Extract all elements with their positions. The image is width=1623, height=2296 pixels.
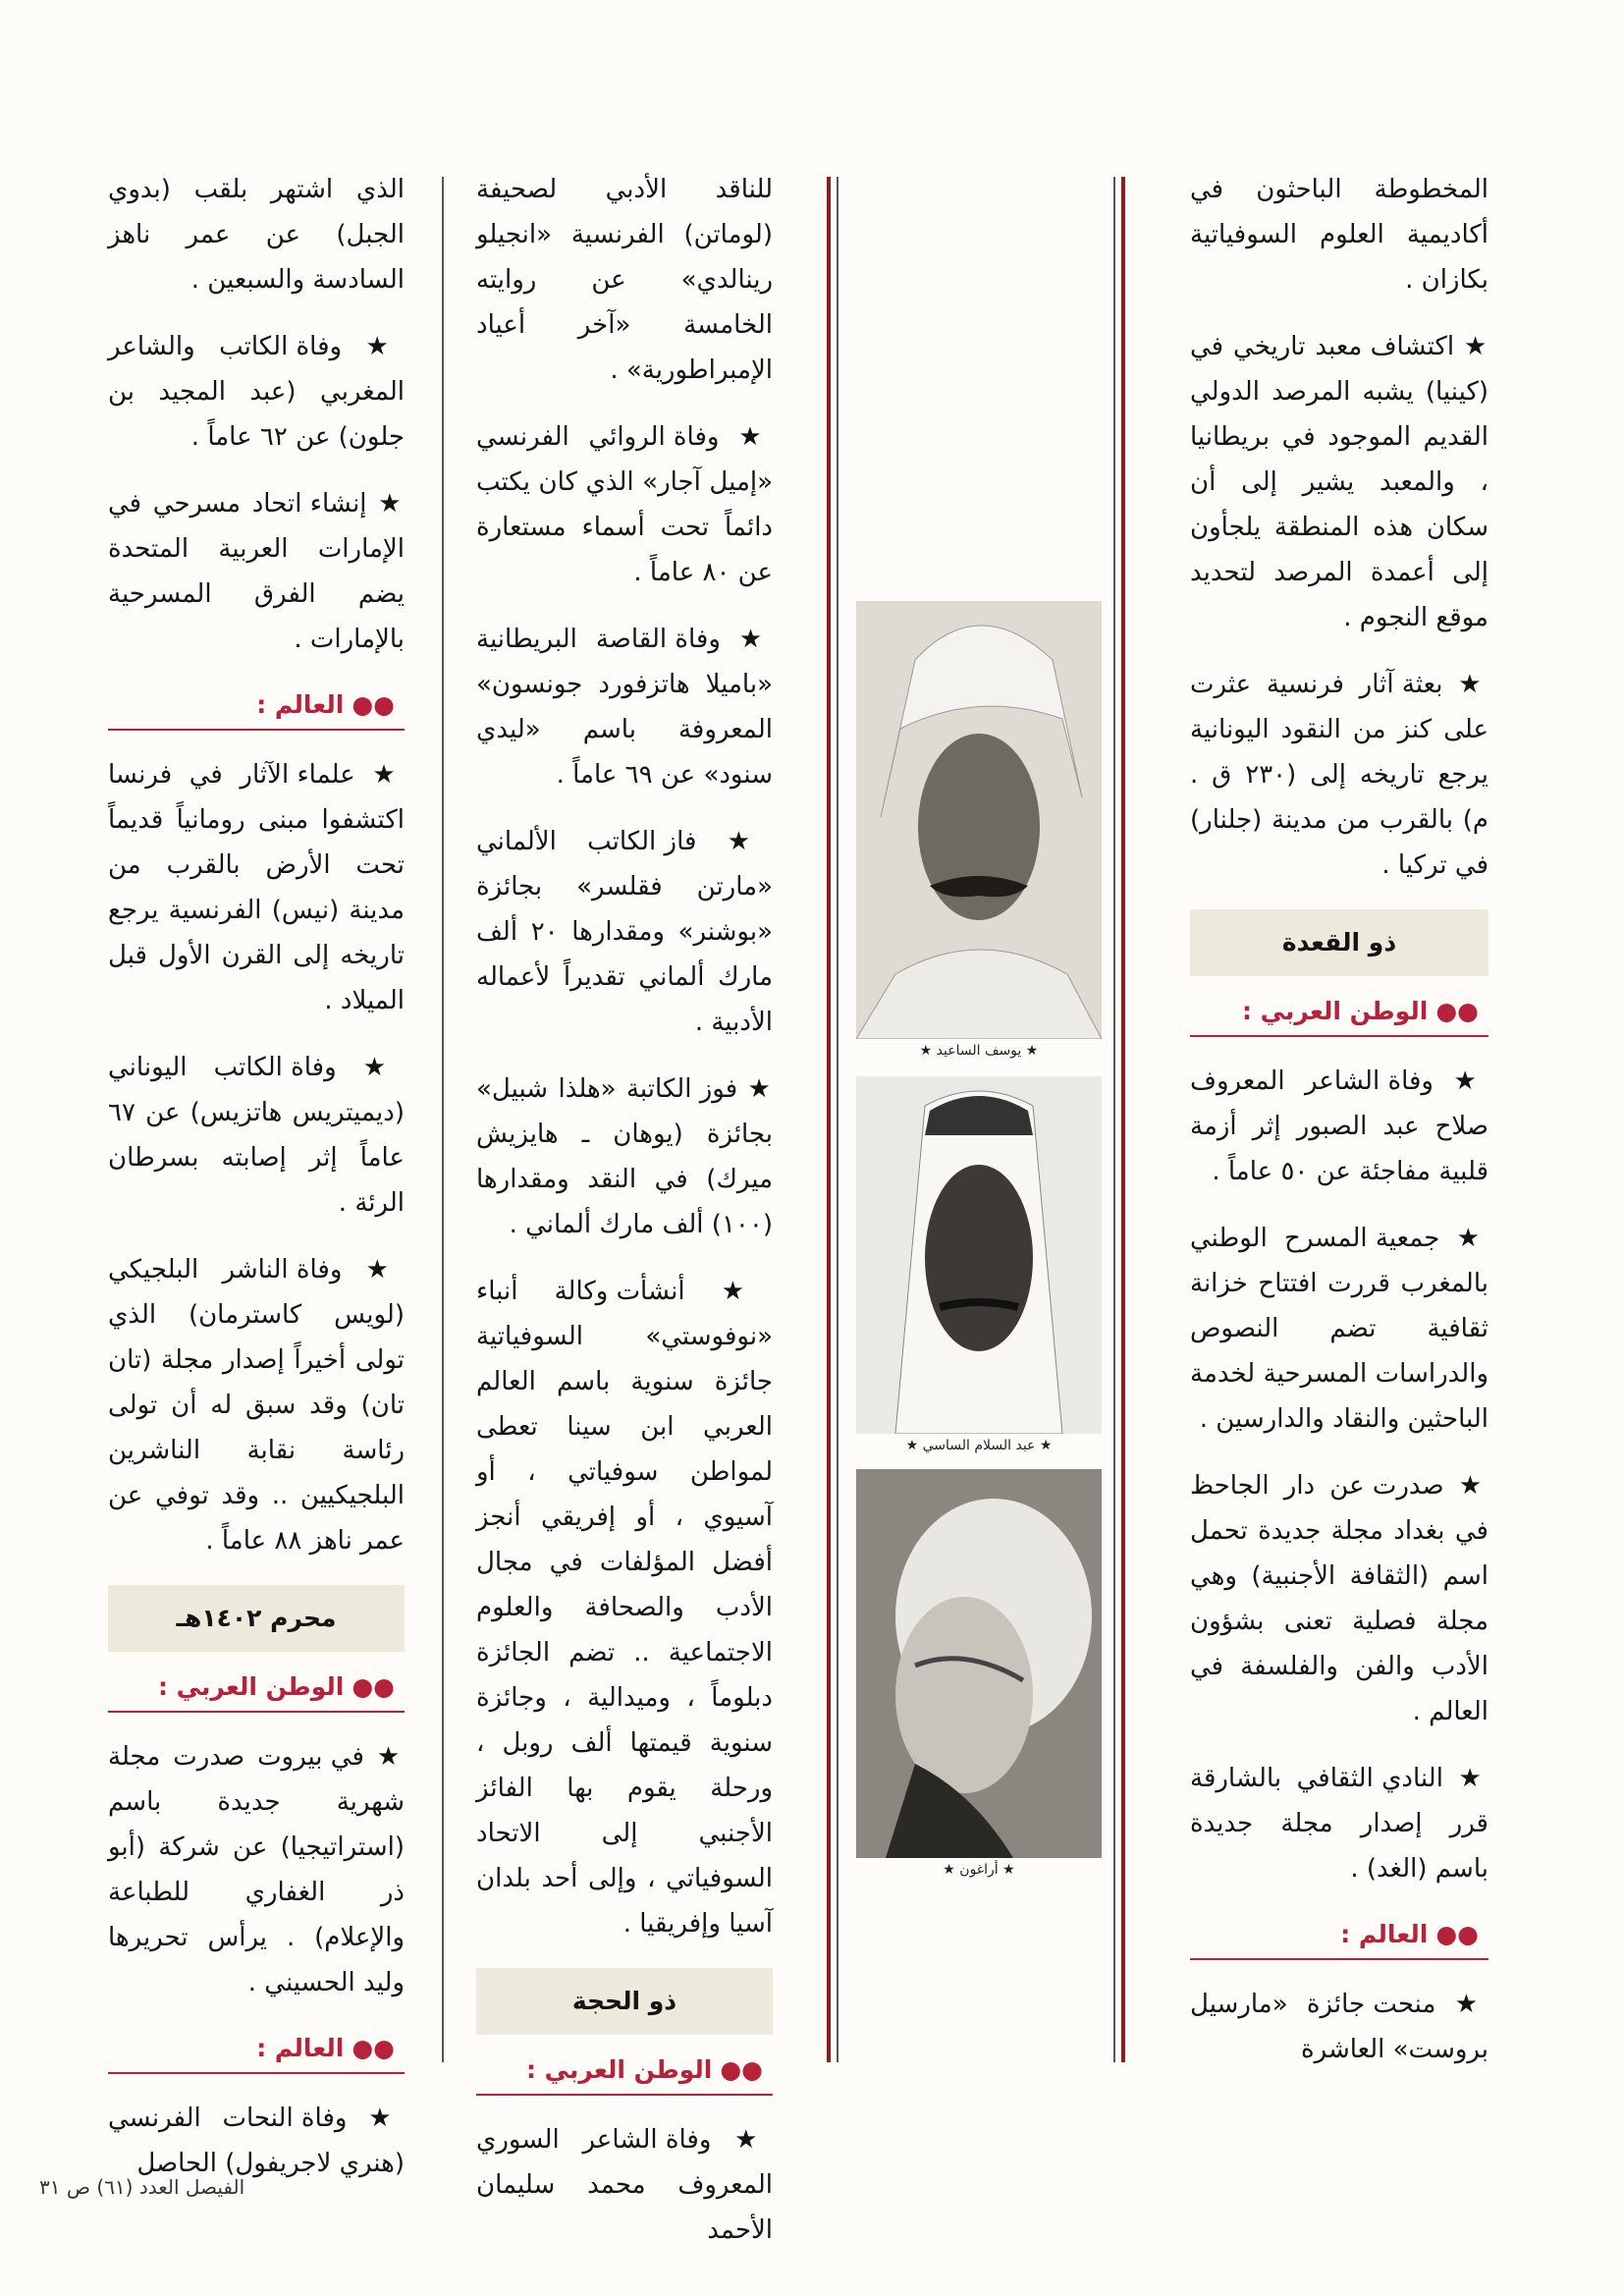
article-paragraph: ★ النادي الثقافي بالشارقة قرر إصدار مجلة جديدة باسم (الغد) . bbox=[1190, 1756, 1488, 1891]
article-paragraph: ★ وفاة الكاتب والشاعر المغربي (عبد المجيد بن جلون) عن ٦٢ عاماً . bbox=[108, 324, 405, 460]
article-paragraph: ★ اكتشاف معبد تاريخي في (كينيا) يشبه المرصد الدولي القديم الموجود في بريطانيا ، والمعبد يشير إلى أن سكان هذه المنطقة يلجأون إلى أعمدة المرصد لتحديد موقع النجوم . bbox=[1190, 324, 1488, 640]
section-label: العالم : bbox=[256, 690, 345, 719]
section-label: الوطن العربي : bbox=[525, 2055, 713, 2084]
article-paragraph: ★ في بيروت صدرت مجلة شهرية جديدة باسم (استراتيجيا) عن شركة (أبو ذر الغفاري للطباعة والإعلام) . يرأس تحريرها وليد الحسيني . bbox=[108, 1734, 405, 2005]
column-divider bbox=[827, 177, 831, 2062]
section-label: الوطن العربي : bbox=[157, 1672, 345, 1701]
portrait-photo-1 bbox=[856, 601, 1102, 1039]
article-paragraph: ★ إنشاء اتحاد مسرحي في الإمارات العربية المتحدة يضم الفرق المسرحية بالإمارات . bbox=[108, 481, 405, 662]
article-paragraph: الذي اشتهر بلقب (بدوي الجبل) عن عمر ناهز السادسة والسبعين . bbox=[108, 175, 405, 295]
section-label: العالم : bbox=[256, 2034, 345, 2062]
column-right bbox=[1190, 167, 1488, 2094]
section-heading-arab-world bbox=[1190, 990, 1488, 1037]
article-paragraph: ★ وفاة الروائي الفرنسي «إميل آجار» الذي كان يكتب دائماً تحت أسماء مستعارة عن ٨٠ عاماً . bbox=[476, 414, 773, 595]
photo-caption: ★ عبد السلام الساسي ★ bbox=[905, 1438, 1053, 1453]
section-heading-world bbox=[108, 683, 405, 731]
article-paragraph: ★ فاز الكاتب الألماني «مارتن فقلسر» بجائزة «بوشنر» ومقدارها ٢٠ ألف مارك ألماني تقديراً لأعماله الأدبية . bbox=[476, 819, 773, 1045]
bullet-dots-icon: ●● bbox=[352, 690, 395, 719]
article-paragraph: ★ وفاة الكاتب اليوناني (ديميتريس هاتزيس) عن ٦٧ عاماً إثر إصابته بسرطان الرئة . bbox=[108, 1045, 405, 1226]
bullet-dots-icon: ●● bbox=[1435, 1920, 1479, 1948]
column-divider bbox=[1113, 177, 1115, 2062]
article-paragraph: ★ وفاة النحات الفرنسي (هنري لاجريفول) الحاصل bbox=[108, 2096, 405, 2186]
bullet-dots-icon: ●● bbox=[720, 2055, 763, 2084]
section-heading-arab-world bbox=[108, 1666, 405, 1713]
column-middle bbox=[476, 167, 773, 2274]
bullet-dots-icon: ●● bbox=[352, 2034, 395, 2062]
section-label: الوطن العربي : bbox=[1241, 997, 1429, 1025]
month-heading: محرم ١٤٠٢هـ bbox=[108, 1585, 405, 1652]
article-paragraph: ★ وفاة الشاعر السوري المعروف محمد سليمان الأحمد bbox=[476, 2117, 773, 2253]
column-divider bbox=[1121, 177, 1125, 2062]
photo-caption: ★ يوسف الساعيد ★ bbox=[919, 1043, 1039, 1059]
article-paragraph: ★ منحت جائزة «مارسيل بروست» العاشرة bbox=[1190, 1982, 1488, 2072]
article-paragraph: ★ وفاة الشاعر المعروف صلاح عبد الصبور إثر أزمة قلبية مفاجئة عن ٥٠ عاماً . bbox=[1190, 1059, 1488, 1194]
month-heading: ذو الحجة bbox=[476, 1968, 773, 2035]
article-paragraph: ★ أنشأت وكالة أنباء «نوفوستي» السوفياتية جائزة سنوية باسم العالم العربي ابن سينا تعطى لمواطن سوفياتي ، أو آسيوي ، أو إفريقي أنجز أفضل المؤلفات في مجال الأدب والصحافة والعلوم الاجتماعية .. تضم الجائزة دبلوماً ، وميدالية ، وجائزة سنوية قيمتها ألف روبل ، ورحلة يقوم بها الفائز الأجنبي إلى الاتحاد السوفياتي ، وإلى أحد بلدان آسيا وإفريقيا . bbox=[476, 1269, 773, 1946]
section-label: العالم : bbox=[1340, 1920, 1429, 1948]
article-paragraph: ★ فوز الكاتبة «هلذا شبيل» بجائزة (يوهان ـ هايزيش ميرك) في النقد ومقدارها (١٠٠) ألف مارك ألماني . bbox=[476, 1066, 773, 1247]
section-heading-world bbox=[108, 2027, 405, 2074]
article-paragraph: ★ وفاة القاصة البريطانية «باميلا هاتزفورد جونسون» المعروفة باسم «ليدي سنود» عن ٦٩ عاماً . bbox=[476, 617, 773, 797]
column-divider bbox=[442, 177, 444, 2062]
section-heading-arab-world bbox=[476, 2049, 773, 2096]
article-paragraph: للناقد الأدبي لصحيفة (لوماتن) الفرنسية «انجيلو رينالدي» عن روايته الخامسة «آخر أعياد الإمبراطورية» . bbox=[476, 175, 773, 385]
article-paragraph: ★ صدرت عن دار الجاحظ في بغداد مجلة جديدة تحمل اسم (الثقافة الأجنبية) وهي مجلة فصلية تعنى بشؤون الأدب والفن والفلسفة في العالم . bbox=[1190, 1463, 1488, 1734]
portrait-photo-3 bbox=[856, 1469, 1102, 1858]
photo-caption: ★ أراغون ★ bbox=[943, 1862, 1015, 1878]
column-left bbox=[108, 167, 405, 2208]
page-footer: الفيصل العدد (٦١) ص ٣١ bbox=[39, 2175, 245, 2199]
article-paragraph: ★ علماء الآثار في فرنسا اكتشفوا مبنى رومانياً قديماً تحت الأرض بالقرب من مدينة (نيس) الفرنسية يرجع تاريخه إلى القرن الأول قبل الميلاد . bbox=[108, 752, 405, 1023]
article-paragraph: ★ بعثة آثار فرنسية عثرت على كنز من النقود اليونانية يرجع تاريخه إلى (٢٣٠ ق . م) بالقرب من مدينة (جلنار) في تركيا . bbox=[1190, 662, 1488, 888]
article-paragraph: ★ وفاة الناشر البلجيكي (لويس كاسترمان) الذي تولى أخيراً إصدار مجلة (تان تان) وقد سبق له أن تولى رئاسة نقابة الناشرين البلجيكيين .. وقد توفي عن عمر ناهز ٨٨ عاماً . bbox=[108, 1247, 405, 1563]
bullet-dots-icon: ●● bbox=[352, 1672, 395, 1701]
column-divider bbox=[837, 177, 839, 2062]
article-paragraph: المخطوطة الباحثون في أكاديمية العلوم السوفياتية بكازان . bbox=[1190, 175, 1488, 295]
portrait-photo-2 bbox=[856, 1076, 1102, 1434]
bullet-dots-icon: ●● bbox=[1435, 997, 1479, 1025]
month-heading: ذو القعدة bbox=[1190, 909, 1488, 976]
article-paragraph: ★ جمعية المسرح الوطني بالمغرب قررت افتتاح خزانة ثقافية تضم النصوص والدراسات المسرحية لخدمة الباحثين والنقاد والدارسين . bbox=[1190, 1216, 1488, 1442]
section-heading-world bbox=[1190, 1913, 1488, 1960]
